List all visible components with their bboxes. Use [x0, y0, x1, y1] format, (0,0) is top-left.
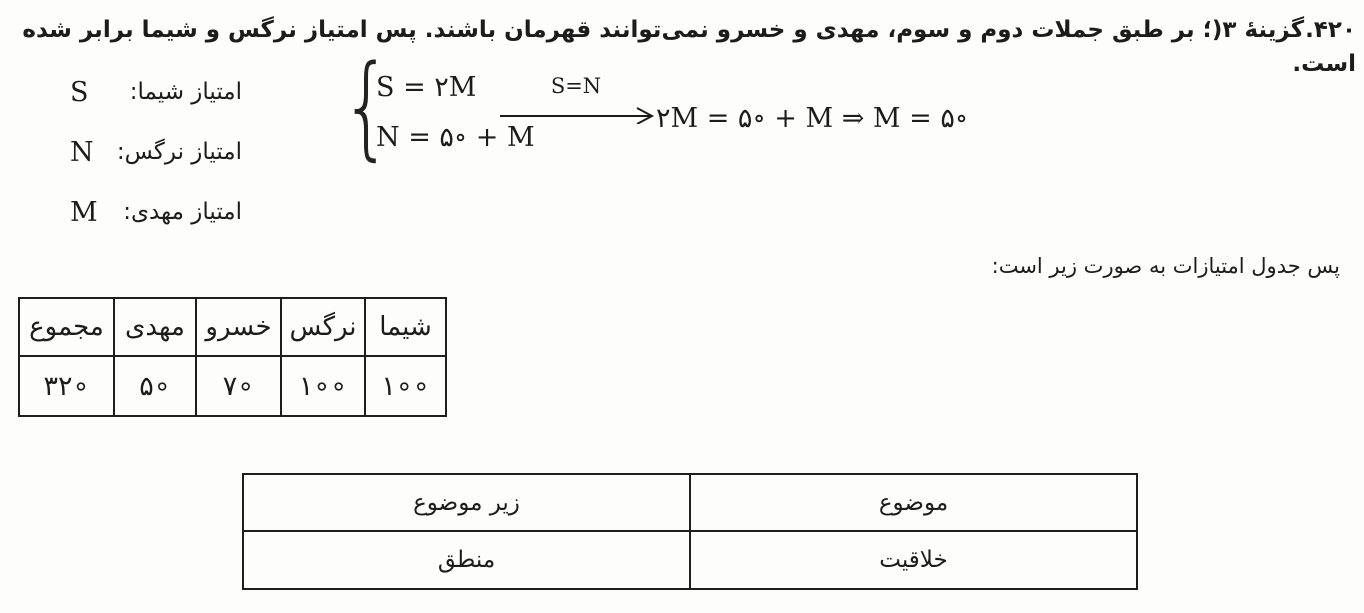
topic-value-subsubject: منطق — [243, 531, 690, 589]
result-equation: ۲M = ۵∘ + M ⇒ M = ۵∘ — [656, 103, 969, 134]
system-brace: { — [341, 42, 393, 172]
topic-table-value-row — [243, 531, 1137, 589]
topic-header-subsubject: زیر موضوع — [243, 474, 690, 531]
definition-row-narges — [70, 122, 242, 182]
equation-bottom: N = ۵∘ + M — [376, 122, 535, 153]
definition-variable: N — [70, 136, 94, 168]
arrow-label: S=N — [550, 74, 602, 98]
problem-statement: گزینهٔ ۳(؛ بر طبق جملات دوم و سوم، مهدی و خسرو نمی‌توانند قهرمان باشند. پس امتیاز نرگس و شیما برابر شده است. — [22, 17, 1356, 77]
score-table-value-row — [19, 356, 446, 416]
table-intro-line: پس جدول امتیازات به صورت زیر است: — [991, 254, 1340, 278]
score-table-header-row — [19, 298, 446, 356]
definition-row-mahdi — [70, 182, 242, 242]
problem-number: ۴۲۰. — [1305, 17, 1356, 43]
score-header-khosro: خسرو — [196, 298, 281, 356]
score-header-total: مجموع — [19, 298, 114, 356]
definition-row-shima — [70, 62, 242, 122]
score-value-mahdi: ۵∘ — [114, 356, 196, 416]
score-header-shima: شیما — [365, 298, 446, 356]
score-header-mahdi: مهدی — [114, 298, 196, 356]
arrow-line — [500, 108, 652, 124]
equation-top: S = ۲M — [376, 72, 477, 103]
definition-label: امتیاز نرگس: — [116, 139, 242, 165]
definition-label: امتیاز شیما: — [129, 79, 242, 105]
definition-label: امتیاز مهدی: — [123, 199, 242, 225]
topic-table-header-row — [243, 474, 1137, 531]
score-header-narges: نرگس — [281, 298, 365, 356]
topic-header-subject: موضوع — [690, 474, 1137, 531]
score-value-narges: ۱∘∘ — [281, 356, 365, 416]
score-value-shima: ۱∘∘ — [365, 356, 446, 416]
score-value-total: ۳۲∘ — [19, 356, 114, 416]
topic-table — [242, 473, 1138, 590]
definition-variable: M — [70, 196, 98, 228]
definition-variable: S — [70, 76, 89, 108]
score-table — [18, 297, 447, 417]
score-value-khosro: ۷∘ — [196, 356, 281, 416]
implication-arrow — [498, 72, 658, 124]
variable-definitions — [70, 62, 242, 242]
topic-value-subject: خلاقیت — [690, 531, 1137, 589]
